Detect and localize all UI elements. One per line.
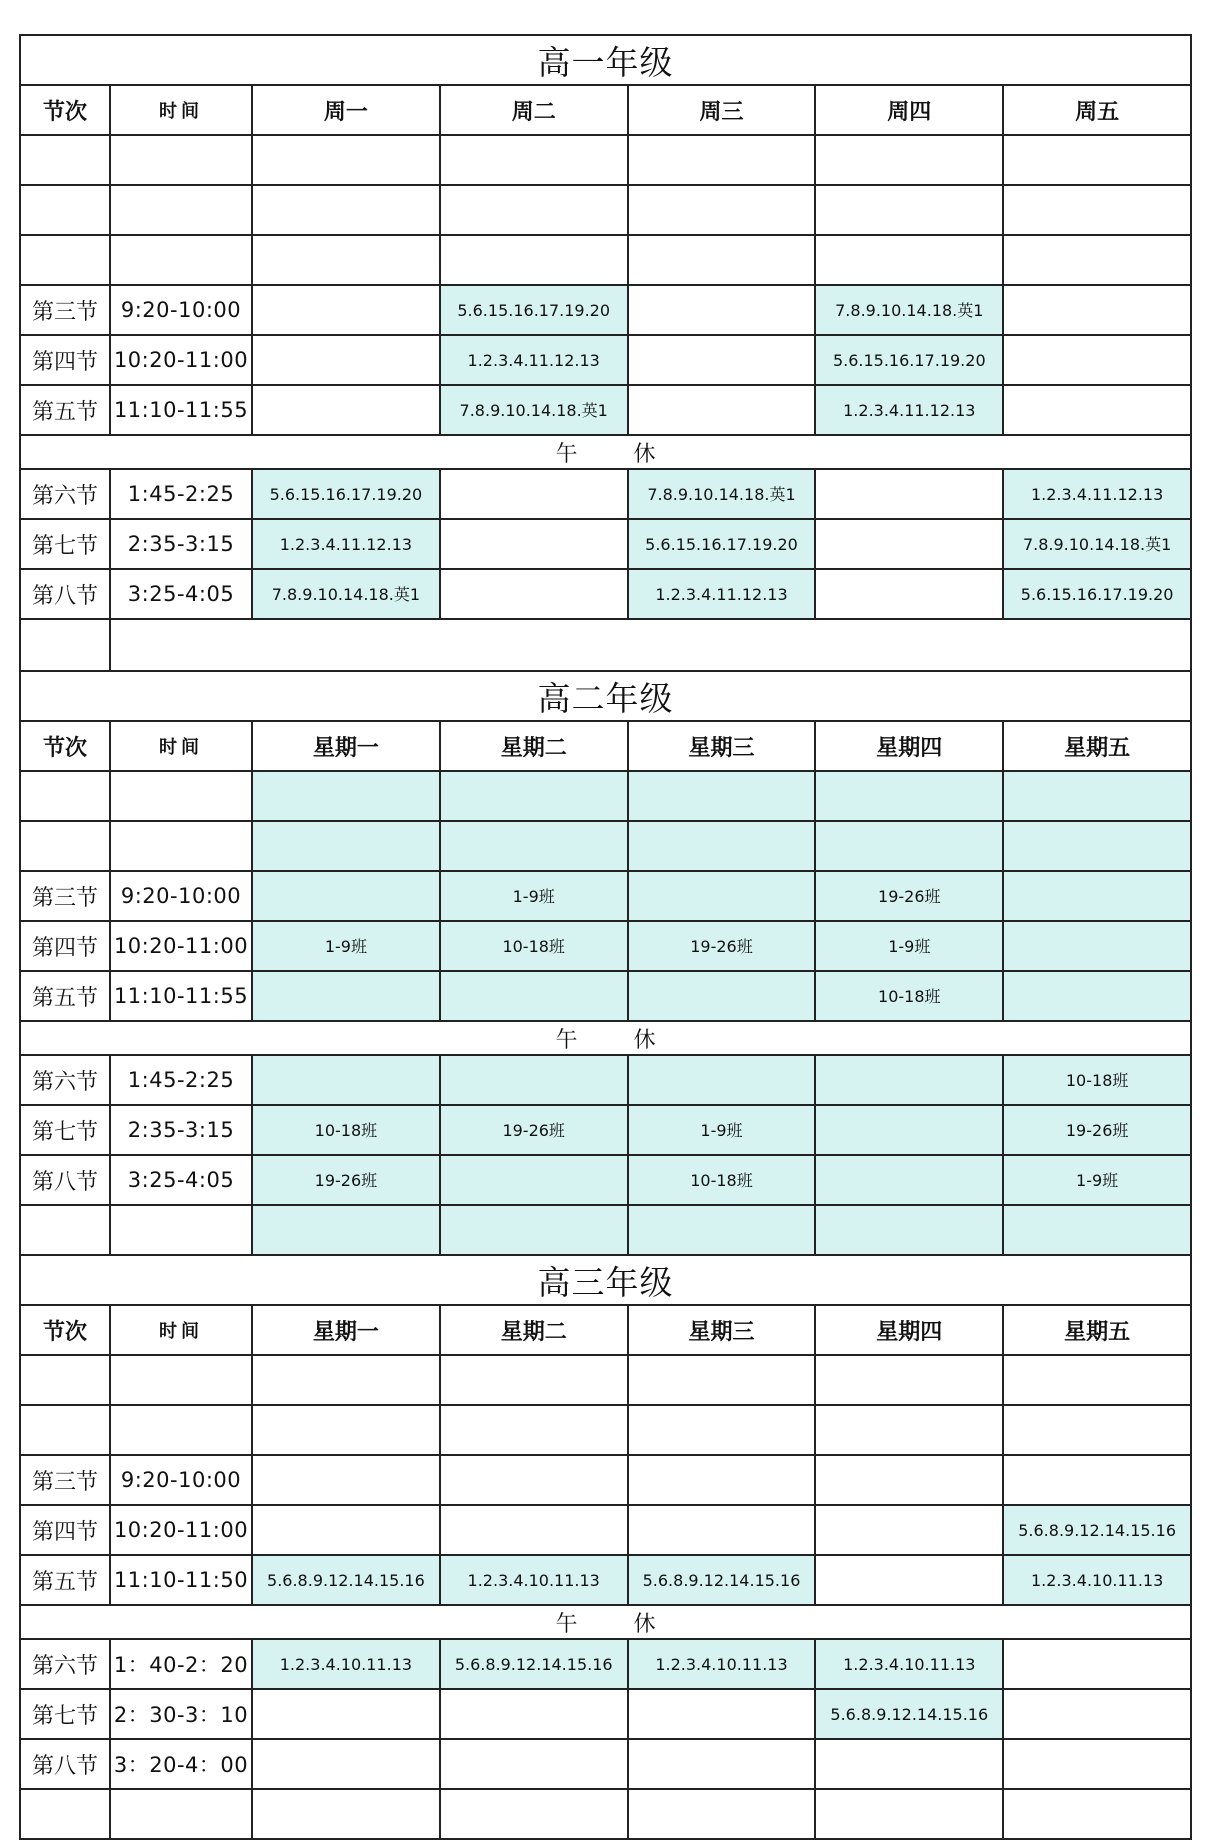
schedule-cell xyxy=(252,821,440,871)
day-header: 星期一 xyxy=(252,1305,440,1355)
table-row xyxy=(20,1205,1191,1255)
schedule-cell xyxy=(815,569,1003,619)
schedule-cell: 10-18班 xyxy=(440,921,628,971)
day-header: 星期三 xyxy=(628,721,816,771)
schedule-cell xyxy=(1003,335,1191,385)
time-header: 时间 xyxy=(110,721,252,771)
schedule-cell: 5.6.8.9.12.14.15.16 xyxy=(440,1639,628,1689)
schedule-cell: 1.2.3.4.10.11.13 xyxy=(440,1555,628,1605)
schedule-cell xyxy=(628,185,816,235)
schedule-cell xyxy=(815,1405,1003,1455)
table-row xyxy=(20,1505,1191,1555)
table-row xyxy=(20,771,1191,821)
noon-break-row xyxy=(20,435,1191,469)
schedule-cell xyxy=(1003,385,1191,435)
table-row xyxy=(20,1455,1191,1505)
time-cell: 11:10-11:55 xyxy=(110,385,252,435)
period-cell xyxy=(20,771,110,821)
schedule-cell: 19-26班 xyxy=(440,1105,628,1155)
table-row xyxy=(20,385,1191,435)
time-cell xyxy=(110,771,252,821)
schedule-cell xyxy=(252,1739,440,1789)
table-row xyxy=(20,1739,1191,1789)
schedule-cell xyxy=(252,1355,440,1405)
schedule-cell xyxy=(440,519,628,569)
schedule-cell: 1.2.3.4.10.11.13 xyxy=(1003,1555,1191,1605)
schedule-cell: 5.6.8.9.12.14.15.16 xyxy=(252,1555,440,1605)
schedule-cell: 19-26班 xyxy=(1003,1105,1191,1155)
timetable-sheet xyxy=(19,34,1192,1840)
header-row xyxy=(20,1305,1191,1355)
noon-break-label: 午 休 xyxy=(20,1605,1191,1639)
period-cell: 第六节 xyxy=(20,1639,110,1689)
schedule-cell xyxy=(440,235,628,285)
schedule-cell: 5.6.8.9.12.14.15.16 xyxy=(628,1555,816,1605)
time-cell xyxy=(110,1205,252,1255)
period-cell: 第五节 xyxy=(20,971,110,1021)
time-cell: 2：30-3：10 xyxy=(110,1689,252,1739)
schedule-cell xyxy=(815,1155,1003,1205)
schedule-cell xyxy=(252,135,440,185)
time-cell: 3：20-4：00 xyxy=(110,1739,252,1789)
schedule-cell: 1.2.3.4.10.11.13 xyxy=(628,1639,816,1689)
period-cell: 第三节 xyxy=(20,871,110,921)
time-cell xyxy=(110,185,252,235)
schedule-cell xyxy=(440,1205,628,1255)
time-cell: 10:20-11:00 xyxy=(110,1505,252,1555)
time-cell: 11:10-11:50 xyxy=(110,1555,252,1605)
time-header: 时间 xyxy=(110,85,252,135)
schedule-cell xyxy=(252,185,440,235)
schedule-cell xyxy=(440,1789,628,1839)
schedule-cell xyxy=(252,235,440,285)
schedule-cell xyxy=(252,285,440,335)
period-header: 节次 xyxy=(20,85,110,135)
schedule-cell xyxy=(252,1505,440,1555)
schedule-cell xyxy=(628,871,816,921)
period-cell: 第七节 xyxy=(20,1105,110,1155)
schedule-cell xyxy=(628,1355,816,1405)
schedule-cell xyxy=(815,1505,1003,1555)
schedule-cell: 19-26班 xyxy=(815,871,1003,921)
blank-cell xyxy=(20,619,110,671)
period-cell: 第三节 xyxy=(20,285,110,335)
schedule-cell xyxy=(628,1455,816,1505)
schedule-cell: 7.8.9.10.14.18.英1 xyxy=(1003,519,1191,569)
period-cell xyxy=(20,185,110,235)
schedule-cell xyxy=(815,1105,1003,1155)
schedule-cell: 1.2.3.4.11.12.13 xyxy=(252,519,440,569)
day-header: 周二 xyxy=(440,85,628,135)
schedule-cell: 1-9班 xyxy=(252,921,440,971)
table-row xyxy=(20,1055,1191,1105)
schedule-cell xyxy=(628,1739,816,1789)
grade-title: 高三年级 xyxy=(20,1255,1191,1305)
period-cell: 第八节 xyxy=(20,1739,110,1789)
table-row xyxy=(20,135,1191,185)
schedule-cell: 5.6.15.16.17.19.20 xyxy=(628,519,816,569)
time-cell: 9:20-10:00 xyxy=(110,871,252,921)
period-cell: 第六节 xyxy=(20,1055,110,1105)
time-cell: 9:20-10:00 xyxy=(110,285,252,335)
schedule-cell: 7.8.9.10.14.18.英1 xyxy=(815,285,1003,335)
time-cell xyxy=(110,135,252,185)
schedule-cell: 1-9班 xyxy=(440,871,628,921)
schedule-cell xyxy=(252,1789,440,1839)
schedule-cell xyxy=(1003,1205,1191,1255)
period-cell xyxy=(20,1355,110,1405)
time-cell: 3:25-4:05 xyxy=(110,1155,252,1205)
period-cell: 第三节 xyxy=(20,1455,110,1505)
time-cell: 1：40-2：20 xyxy=(110,1639,252,1689)
schedule-cell: 5.6.8.9.12.14.15.16 xyxy=(815,1689,1003,1739)
schedule-cell xyxy=(440,1405,628,1455)
table-row xyxy=(20,1555,1191,1605)
blank-cell xyxy=(110,619,1191,671)
time-cell xyxy=(110,1355,252,1405)
day-header: 星期五 xyxy=(1003,1305,1191,1355)
schedule-cell xyxy=(1003,235,1191,285)
schedule-cell xyxy=(252,335,440,385)
schedule-cell xyxy=(815,1555,1003,1605)
schedule-cell xyxy=(440,1455,628,1505)
schedule-cell: 1.2.3.4.10.11.13 xyxy=(815,1639,1003,1689)
time-cell: 10:20-11:00 xyxy=(110,921,252,971)
table-row xyxy=(20,1639,1191,1689)
schedule-cell xyxy=(815,519,1003,569)
day-header: 星期三 xyxy=(628,1305,816,1355)
schedule-cell xyxy=(440,1739,628,1789)
schedule-cell xyxy=(815,235,1003,285)
table-row xyxy=(20,1355,1191,1405)
schedule-cell xyxy=(252,1405,440,1455)
period-cell xyxy=(20,1789,110,1839)
schedule-cell xyxy=(1003,1789,1191,1839)
day-header: 星期四 xyxy=(815,1305,1003,1355)
time-cell: 9:20-10:00 xyxy=(110,1455,252,1505)
table-row xyxy=(20,235,1191,285)
schedule-cell: 5.6.15.16.17.19.20 xyxy=(440,285,628,335)
schedule-cell: 10-18班 xyxy=(628,1155,816,1205)
time-cell xyxy=(110,235,252,285)
schedule-cell: 10-18班 xyxy=(815,971,1003,1021)
noon-break-label: 午 休 xyxy=(20,1021,1191,1055)
period-cell: 第八节 xyxy=(20,1155,110,1205)
noon-break-label: 午 休 xyxy=(20,435,1191,469)
table-row xyxy=(20,1405,1191,1455)
schedule-cell xyxy=(1003,1405,1191,1455)
schedule-cell xyxy=(440,135,628,185)
schedule-cell: 5.6.15.16.17.19.20 xyxy=(815,335,1003,385)
header-row xyxy=(20,721,1191,771)
period-cell: 第七节 xyxy=(20,1689,110,1739)
schedule-cell xyxy=(628,1055,816,1105)
schedule-cell: 10-18班 xyxy=(252,1105,440,1155)
schedule-cell xyxy=(628,1205,816,1255)
schedule-cell xyxy=(1003,1689,1191,1739)
table-row xyxy=(20,1105,1191,1155)
schedule-cell xyxy=(1003,1455,1191,1505)
schedule-cell xyxy=(1003,1355,1191,1405)
schedule-cell: 19-26班 xyxy=(252,1155,440,1205)
time-cell: 2:35-3:15 xyxy=(110,519,252,569)
grade-title-row xyxy=(20,1255,1191,1305)
schedule-cell xyxy=(1003,971,1191,1021)
schedule-cell xyxy=(815,1055,1003,1105)
schedule-cell xyxy=(628,771,816,821)
schedule-cell: 1.2.3.4.11.12.13 xyxy=(1003,469,1191,519)
schedule-cell xyxy=(815,1455,1003,1505)
period-cell xyxy=(20,1205,110,1255)
schedule-cell xyxy=(440,771,628,821)
schedule-cell xyxy=(815,1789,1003,1839)
time-cell xyxy=(110,821,252,871)
noon-break-row xyxy=(20,1021,1191,1055)
schedule-cell xyxy=(628,821,816,871)
schedule-cell xyxy=(440,1689,628,1739)
schedule-cell xyxy=(1003,771,1191,821)
schedule-cell xyxy=(440,971,628,1021)
table-row xyxy=(20,971,1191,1021)
period-cell: 第四节 xyxy=(20,1505,110,1555)
schedule-cell: 7.8.9.10.14.18.英1 xyxy=(252,569,440,619)
table-row xyxy=(20,871,1191,921)
period-cell: 第八节 xyxy=(20,569,110,619)
schedule-cell xyxy=(628,235,816,285)
grade-title-row xyxy=(20,671,1191,721)
grade-title: 高二年级 xyxy=(20,671,1191,721)
schedule-cell xyxy=(1003,185,1191,235)
schedule-cell xyxy=(440,569,628,619)
schedule-cell xyxy=(1003,1639,1191,1689)
time-cell: 1:45-2:25 xyxy=(110,1055,252,1105)
day-header: 周五 xyxy=(1003,85,1191,135)
schedule-cell xyxy=(815,771,1003,821)
table-row xyxy=(20,569,1191,619)
table-row xyxy=(20,519,1191,569)
day-header: 周一 xyxy=(252,85,440,135)
table-row xyxy=(20,1689,1191,1739)
day-header: 周四 xyxy=(815,85,1003,135)
schedule-cell xyxy=(628,1505,816,1555)
schedule-cell xyxy=(628,135,816,185)
schedule-cell: 1-9班 xyxy=(1003,1155,1191,1205)
time-cell: 10:20-11:00 xyxy=(110,335,252,385)
timetable-grid xyxy=(19,34,1192,1840)
schedule-cell: 1-9班 xyxy=(815,921,1003,971)
schedule-cell xyxy=(440,1155,628,1205)
schedule-cell: 19-26班 xyxy=(628,921,816,971)
schedule-cell: 7.8.9.10.14.18.英1 xyxy=(440,385,628,435)
schedule-cell xyxy=(252,771,440,821)
time-header: 时间 xyxy=(110,1305,252,1355)
schedule-cell xyxy=(252,1205,440,1255)
time-cell: 11:10-11:55 xyxy=(110,971,252,1021)
schedule-cell xyxy=(628,285,816,335)
schedule-cell: 5.6.8.9.12.14.15.16 xyxy=(1003,1505,1191,1555)
period-header: 节次 xyxy=(20,721,110,771)
table-row xyxy=(20,921,1191,971)
table-row xyxy=(20,821,1191,871)
schedule-cell: 1.2.3.4.10.11.13 xyxy=(252,1639,440,1689)
time-cell: 3:25-4:05 xyxy=(110,569,252,619)
schedule-cell xyxy=(1003,285,1191,335)
period-cell xyxy=(20,135,110,185)
schedule-cell xyxy=(1003,921,1191,971)
schedule-cell xyxy=(815,469,1003,519)
schedule-cell: 5.6.15.16.17.19.20 xyxy=(252,469,440,519)
day-header: 星期二 xyxy=(440,1305,628,1355)
schedule-cell xyxy=(252,1689,440,1739)
schedule-cell xyxy=(628,1689,816,1739)
table-row xyxy=(20,185,1191,235)
schedule-cell xyxy=(1003,1739,1191,1789)
day-header: 星期一 xyxy=(252,721,440,771)
period-cell: 第四节 xyxy=(20,335,110,385)
period-cell xyxy=(20,1405,110,1455)
period-cell: 第七节 xyxy=(20,519,110,569)
schedule-cell: 1.2.3.4.11.12.13 xyxy=(815,385,1003,435)
schedule-cell: 1.2.3.4.11.12.13 xyxy=(628,569,816,619)
schedule-cell xyxy=(815,1739,1003,1789)
day-header: 星期四 xyxy=(815,721,1003,771)
schedule-cell xyxy=(252,1055,440,1105)
schedule-cell xyxy=(252,1455,440,1505)
table-row xyxy=(20,335,1191,385)
grade-title-row xyxy=(20,35,1191,85)
time-cell: 2:35-3:15 xyxy=(110,1105,252,1155)
period-cell: 第五节 xyxy=(20,385,110,435)
time-cell: 1:45-2:25 xyxy=(110,469,252,519)
schedule-cell xyxy=(815,185,1003,235)
schedule-cell xyxy=(628,385,816,435)
schedule-cell xyxy=(440,1055,628,1105)
day-header: 周三 xyxy=(628,85,816,135)
noon-break-row xyxy=(20,1605,1191,1639)
schedule-cell: 1.2.3.4.11.12.13 xyxy=(440,335,628,385)
day-header: 星期五 xyxy=(1003,721,1191,771)
schedule-cell xyxy=(440,1355,628,1405)
schedule-cell xyxy=(1003,821,1191,871)
period-cell xyxy=(20,235,110,285)
schedule-cell xyxy=(815,821,1003,871)
time-cell xyxy=(110,1405,252,1455)
schedule-cell xyxy=(440,469,628,519)
schedule-cell xyxy=(815,135,1003,185)
schedule-cell xyxy=(628,1405,816,1455)
schedule-cell xyxy=(440,185,628,235)
period-cell: 第六节 xyxy=(20,469,110,519)
schedule-cell xyxy=(252,871,440,921)
schedule-cell: 1-9班 xyxy=(628,1105,816,1155)
schedule-cell xyxy=(1003,871,1191,921)
table-row xyxy=(20,1155,1191,1205)
schedule-cell: 5.6.15.16.17.19.20 xyxy=(1003,569,1191,619)
table-row xyxy=(20,285,1191,335)
period-cell xyxy=(20,821,110,871)
schedule-cell: 7.8.9.10.14.18.英1 xyxy=(628,469,816,519)
grade-title: 高一年级 xyxy=(20,35,1191,85)
schedule-cell xyxy=(252,385,440,435)
period-cell: 第五节 xyxy=(20,1555,110,1605)
day-header: 星期二 xyxy=(440,721,628,771)
schedule-cell xyxy=(628,1789,816,1839)
schedule-cell xyxy=(440,1505,628,1555)
schedule-cell xyxy=(628,335,816,385)
schedule-cell xyxy=(1003,135,1191,185)
schedule-cell xyxy=(815,1355,1003,1405)
table-row xyxy=(20,619,1191,671)
schedule-cell: 10-18班 xyxy=(1003,1055,1191,1105)
period-cell: 第四节 xyxy=(20,921,110,971)
time-cell xyxy=(110,1789,252,1839)
schedule-cell xyxy=(252,971,440,1021)
schedule-cell xyxy=(815,1205,1003,1255)
header-row xyxy=(20,85,1191,135)
schedule-cell xyxy=(628,971,816,1021)
period-header: 节次 xyxy=(20,1305,110,1355)
table-row xyxy=(20,1789,1191,1839)
schedule-cell xyxy=(440,821,628,871)
table-row xyxy=(20,469,1191,519)
